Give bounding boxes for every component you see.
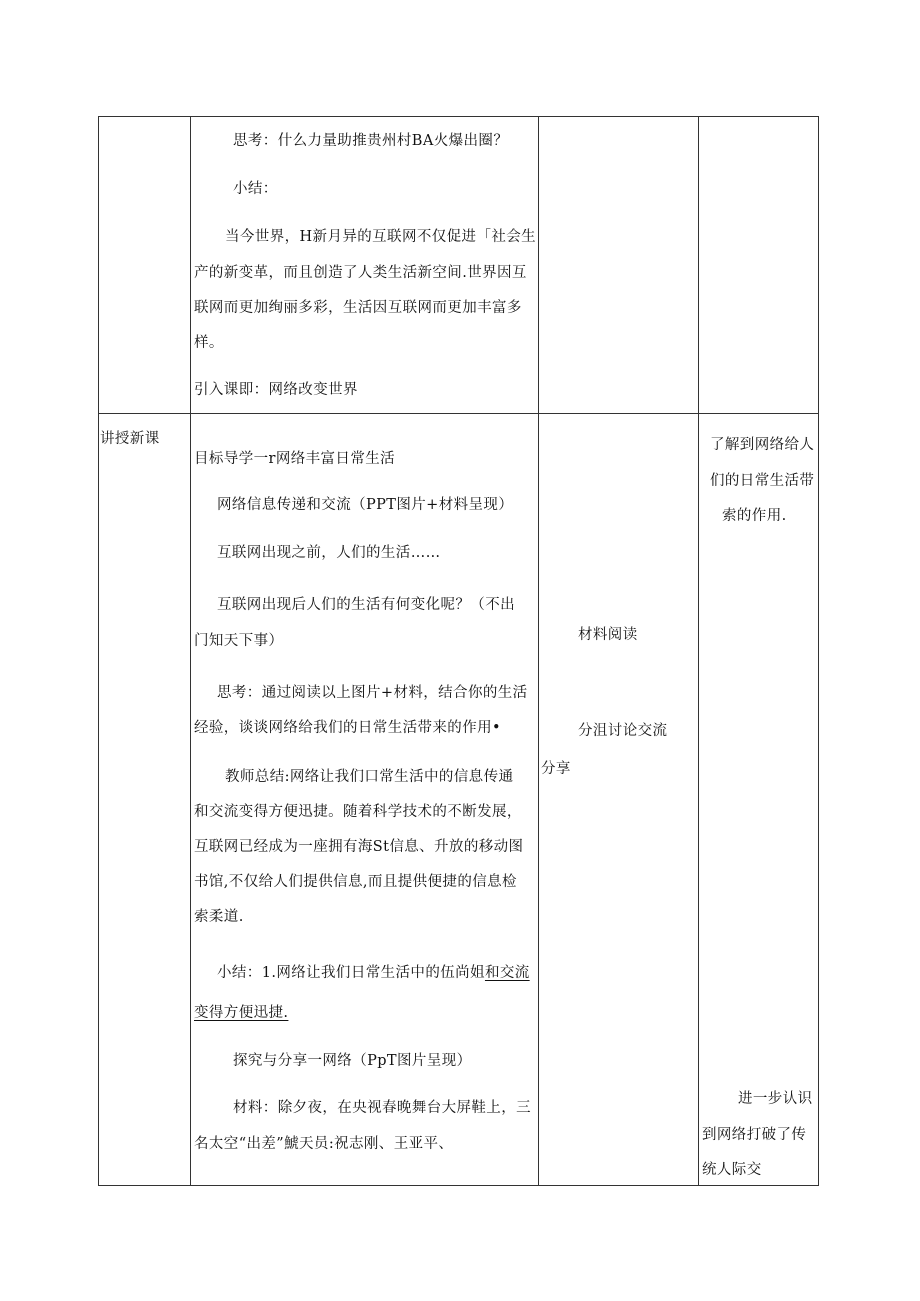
intent-line: 索的作用. — [722, 508, 787, 524]
teacher-summary-line: 教师总结:网络让我们口常生活中的信息传通 — [225, 769, 514, 785]
row-divider — [98, 413, 819, 414]
think-question: 思考：什么力量助推贵州村BA火爆出圈？ — [233, 133, 509, 149]
column-divider-1 — [190, 116, 191, 1186]
teacher-line: 互联网出现之前，人们的生活…… — [217, 545, 441, 561]
material-line: 名太空“出差”鯱天员:祝志刚、王亚平、 — [194, 1136, 454, 1152]
teacher-summary-line: 互联网已经成为一座拥有海St信息、升放的移动图 — [194, 839, 524, 855]
summary-point-text: 小结：1.网络让我们日常生活中的伍尚姐 — [217, 965, 485, 981]
think-line: 思考：通过阅读以上图片+材料，结合你的生活 — [217, 685, 528, 701]
table-border-bottom — [98, 1185, 819, 1186]
goal-heading: 目标导学一r网络丰富日常生活 — [194, 451, 396, 467]
intent-line: 进一步认识 — [738, 1091, 813, 1107]
teacher-summary-line: 书馆,不仅给人们提供信息,而且提供便捷的信息检 — [194, 874, 517, 890]
teacher-line: 互联网出现后人们的生活有何变化呢？（不出 — [217, 597, 515, 613]
summary-point-underlined: 和交流 — [484, 965, 530, 981]
teacher-summary-line: 和交流变得方便迅捷。随着科学技术的不断发展， — [194, 804, 522, 820]
intent-line: 到网络打破了传 — [702, 1127, 807, 1143]
lesson-intro: 引入课即：网络改变世界 — [194, 382, 358, 398]
student-activity: 分享 — [541, 761, 571, 777]
think-line: 经验，谈谈网络给我们的日常生活带来的作用• — [194, 720, 501, 736]
student-activity: 材料阅读 — [578, 627, 638, 643]
intent-line: 了解到网络给人 — [710, 437, 815, 453]
summary-text-line: 联网而更加绚丽多彩，生活因互联网而更加丰富多 — [194, 300, 522, 316]
table-border-left — [98, 116, 99, 1186]
material-line: 材料：除夕夜，在央视春晚舞台大屏鞋上，三 — [233, 1100, 531, 1116]
explore-heading: 探究与分享一网络（PpT图片呈现） — [233, 1053, 472, 1069]
intent-line: 们的日常生活带 — [710, 473, 815, 489]
teacher-line: 门知天下事） — [194, 633, 284, 649]
teacher-summary-line: 索柔道. — [194, 909, 244, 925]
stage-label: 讲授新课 — [100, 431, 160, 447]
summary-text-line: 样。 — [194, 335, 224, 351]
table-border-right — [818, 116, 819, 1186]
student-activity: 分沮讨论交流 — [578, 723, 668, 739]
table-border-top — [98, 116, 819, 117]
column-divider-2 — [538, 116, 539, 1186]
teacher-line: 网络信息传递和交流（PPT图片+材料呈现） — [217, 497, 514, 513]
summary-text-line: 当今世界，H新月异的互联网不仅促进「社会生 — [225, 229, 537, 245]
summary-text-line: 产的新变革，而且创造了人类生活新空间.世界因互 — [194, 265, 527, 281]
summary-point-underlined: 变得方便迅捷. — [194, 1005, 289, 1021]
intent-line: 统人际交 — [702, 1162, 762, 1178]
summary-label: 小结： — [233, 181, 278, 197]
summary-point — [217, 964, 530, 982]
column-divider-3 — [698, 116, 699, 1186]
